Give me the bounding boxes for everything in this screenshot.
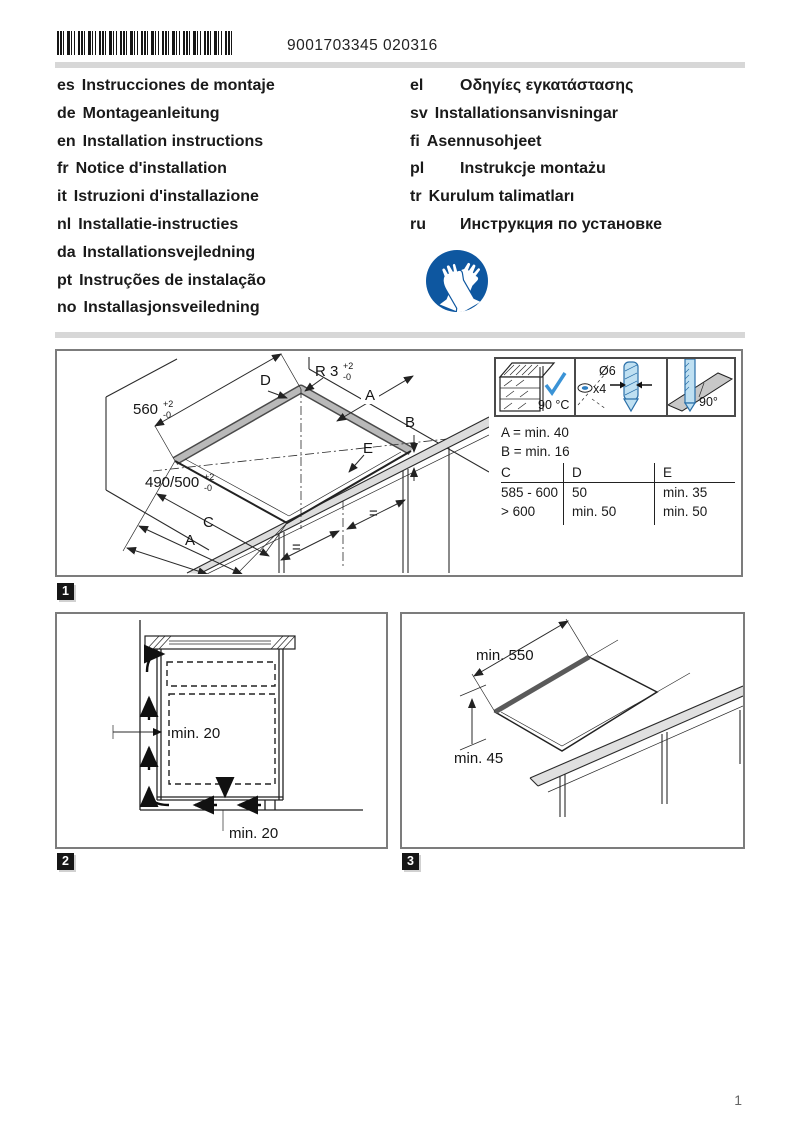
- language-row: [410, 100, 750, 128]
- bottom-gap-label: min. 20: [229, 825, 279, 842]
- svg-text:-0: -0: [204, 483, 213, 493]
- language-row: [57, 239, 397, 267]
- dimension-notes: [501, 423, 570, 461]
- table-cell: min. 35: [654, 483, 735, 502]
- table-header-d: D: [563, 463, 654, 483]
- protective-gloves-icon: [424, 248, 490, 314]
- worktop-section: [145, 636, 295, 649]
- note-a: A = min. 40: [501, 425, 569, 440]
- figure-1-cutout-dimensions: [55, 349, 743, 577]
- language-title: Installation instructions: [82, 132, 264, 150]
- svg-text:-0: -0: [163, 410, 172, 420]
- label-b: B: [405, 414, 416, 431]
- dimension-table: [501, 463, 735, 525]
- angle-label: 90°: [699, 395, 718, 409]
- language-row: [57, 72, 397, 100]
- table-cell: 50: [563, 483, 654, 502]
- equals-mark: =: [369, 505, 378, 522]
- label-d: D: [260, 372, 271, 389]
- language-code: pt: [57, 271, 73, 289]
- language-title: Instrucciones de montaje: [81, 77, 275, 94]
- min-depth-label: min. 45: [454, 750, 504, 767]
- language-title: Installasjonsveiledning: [83, 299, 260, 317]
- language-code: da: [57, 243, 76, 261]
- language-title: Instrukcje montażu: [460, 160, 606, 178]
- svg-text:+2: +2: [163, 399, 174, 409]
- label-a-bottom: A: [185, 532, 196, 549]
- language-row: [57, 155, 397, 183]
- language-code: nl: [57, 215, 72, 233]
- installation-icon-strip: [494, 357, 736, 417]
- cutout-isometric-diagram: [57, 351, 489, 574]
- divider-top: [55, 62, 745, 68]
- language-title: Asennusohjeet: [426, 132, 542, 150]
- language-title: Instruções de instalação: [79, 271, 266, 289]
- side-gap-label: min. 20: [171, 725, 221, 742]
- figure-3-badge: 3: [402, 853, 419, 870]
- drill-angle-icon: [666, 359, 736, 415]
- language-title: Οδηγίες εγκατάστασης: [460, 77, 634, 94]
- language-title: Installatie-instructies: [78, 215, 239, 233]
- language-title: Installationsanvisningar: [434, 104, 618, 122]
- language-row: [57, 294, 397, 322]
- language-code: ru: [410, 215, 426, 233]
- language-row: [57, 100, 397, 128]
- language-row: [57, 211, 397, 239]
- table-cell: min. 50: [563, 502, 654, 525]
- language-code: sv: [410, 104, 428, 122]
- count-label: x4: [593, 382, 607, 396]
- figure-3-minimum-cutout: [400, 612, 745, 849]
- table-header-row: [501, 463, 735, 483]
- language-list-right: [410, 72, 750, 239]
- language-title: Kurulum talimatları: [428, 188, 575, 206]
- language-title: Montageanleitung: [82, 104, 220, 122]
- note-b: B = min. 16: [501, 444, 570, 459]
- language-title: Installationsvejledning: [82, 243, 256, 261]
- page-number: 1: [734, 1092, 742, 1108]
- language-row: [410, 72, 750, 100]
- language-list-left: [57, 72, 397, 322]
- language-title: Istruzioni d'installazione: [73, 188, 259, 206]
- svg-text:+2: +2: [343, 361, 354, 371]
- language-row: [410, 155, 750, 183]
- table-header-c: C: [501, 463, 563, 483]
- figure-1-badge: 1: [57, 583, 74, 600]
- barcode-number: 9001703345 020316: [287, 37, 438, 54]
- language-code: tr: [410, 188, 422, 206]
- svg-text:+2: +2: [204, 472, 215, 482]
- language-code: fr: [57, 160, 69, 178]
- diameter-label: Ø6: [599, 364, 616, 378]
- label-e: E: [363, 440, 374, 457]
- svg-text:-0: -0: [343, 372, 352, 382]
- drill-diameter-icon: [574, 359, 666, 415]
- language-code: it: [57, 188, 67, 206]
- dim-560-label: 560: [133, 401, 159, 418]
- barcode: [57, 31, 235, 55]
- language-row: [410, 183, 750, 211]
- language-row: [57, 183, 397, 211]
- table-row: [501, 502, 735, 525]
- language-row: [410, 128, 750, 156]
- worktop-isometric-diagram: [402, 614, 743, 847]
- table-header-e: E: [654, 463, 735, 483]
- figure-2-ventilation-clearance: [55, 612, 388, 849]
- language-title: Notice d'installation: [75, 160, 227, 178]
- language-row: [57, 267, 397, 295]
- language-code: el: [410, 77, 424, 94]
- figure-2-badge: 2: [57, 853, 74, 870]
- dim-490-500-label: 490/500: [145, 474, 200, 491]
- language-row: [57, 128, 397, 156]
- language-title: Инструкция по установке: [460, 215, 663, 233]
- table-cell: 585 - 600: [501, 485, 559, 500]
- language-code: fi: [410, 132, 420, 150]
- heat-resistant-cabinet-icon: [496, 359, 574, 415]
- label-c: C: [203, 514, 214, 531]
- worktop-front-edge: [187, 417, 489, 574]
- temperature-label: 90 °C: [538, 398, 570, 412]
- divider-middle: [55, 332, 745, 338]
- language-code: es: [57, 77, 75, 94]
- language-code: pl: [410, 160, 425, 178]
- cabinet-section-diagram: [57, 614, 386, 847]
- language-code: en: [57, 132, 76, 150]
- language-row: [410, 211, 750, 239]
- table-cell: > 600: [501, 504, 536, 519]
- language-code: de: [57, 104, 76, 122]
- table-row: [501, 483, 735, 502]
- radius-label: R 3: [315, 363, 339, 380]
- equals-mark: =: [292, 539, 301, 556]
- table-cell: min. 50: [654, 502, 735, 525]
- language-code: no: [57, 299, 77, 317]
- min-width-label: min. 550: [476, 647, 534, 664]
- label-a-top: A: [365, 387, 376, 404]
